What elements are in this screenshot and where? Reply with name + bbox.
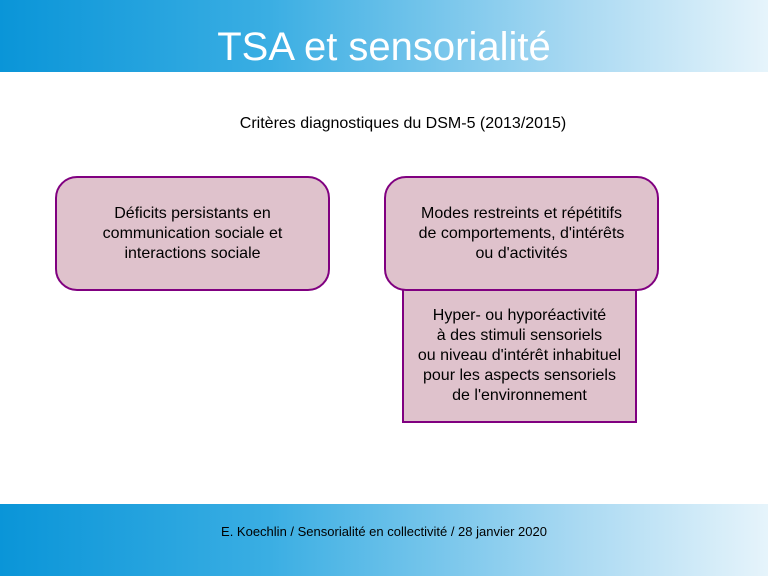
sensory-reactivity-box <box>402 290 637 423</box>
slide-subtitle: Critères diagnostiques du DSM-5 (2013/2015) <box>239 115 567 132</box>
footer-text: E. Koechlin / Sensorialité en collectivité / 28 janvier 2020 <box>221 524 547 539</box>
sensory-reactivity-text: Hyper- ou hyporéactivité à des stimuli sensoriels ou niveau d'intérêt inhabituel pour les aspects sensoriels de l'environnement <box>417 306 622 404</box>
restricted-repetitive-behaviors-text: Modes restreints et répétitifs de comportements, d'intérêts ou d'activités <box>418 204 625 262</box>
restricted-repetitive-behaviors-box <box>384 176 659 291</box>
social-communication-deficits-box <box>55 176 330 291</box>
social-communication-deficits-text: Déficits persistants en communication sociale et interactions sociale <box>102 204 283 262</box>
footer-band <box>0 504 768 576</box>
slide-title: TSA et sensorialité <box>217 25 551 69</box>
